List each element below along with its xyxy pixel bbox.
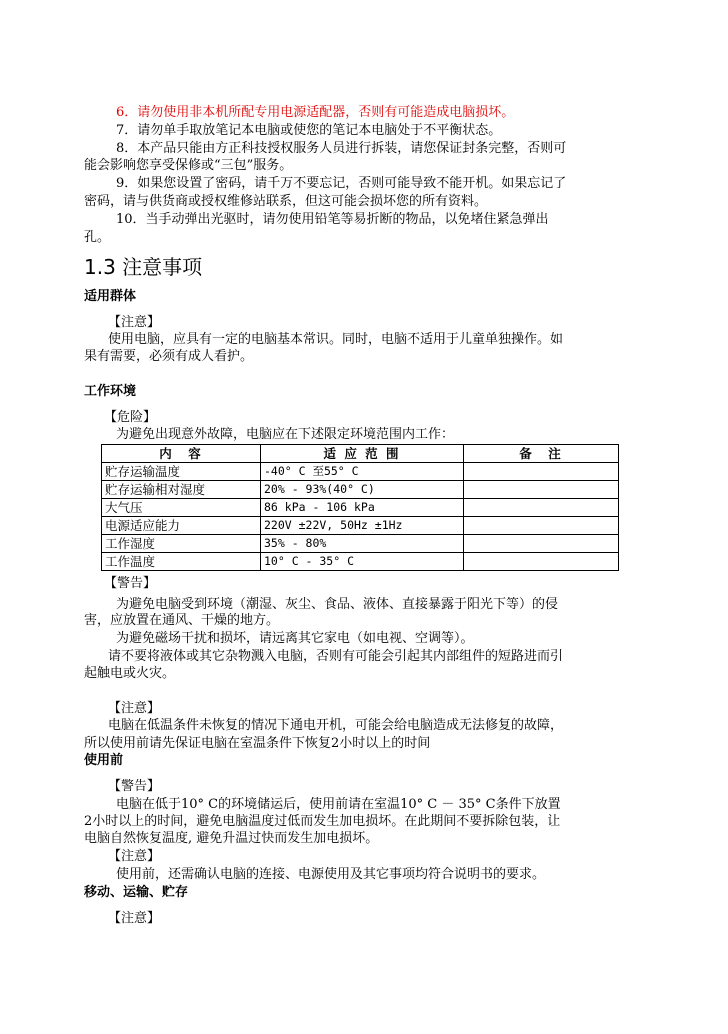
warning-item-9: 9．如果您设置了密码，请千万不要忘记，否则可能导致不能开机。如果忘记了 <box>116 176 567 191</box>
table-header: 适 应 范 围 <box>261 445 464 463</box>
table-cell <box>464 517 619 535</box>
warning-item-8-cont: 能会影响您享受保修或“三包”服务。 <box>84 158 293 173</box>
table-cell: 工作湿度 <box>102 535 261 553</box>
table-cell: 大气压 <box>102 499 261 517</box>
before-use-note: 使用前，还需确认电脑的连接、电源使用及其它事项均符合说明书的要求。 <box>116 867 546 882</box>
warning-item-7: 7．请勿单手取放笔记本电脑或使您的笔记本电脑处于不平衡状态。 <box>116 123 502 138</box>
before-use-heading: 使用前 <box>84 753 124 768</box>
note-tag: 【注意】 <box>108 911 161 926</box>
environment-note-cont: 所以使用前请先保证电脑在室温条件下恢复2小时以上的时间 <box>84 736 431 751</box>
note-tag: 【注意】 <box>108 701 161 716</box>
table-cell: 工作温度 <box>102 553 261 571</box>
table-cell <box>464 463 619 481</box>
table-cell: 电源适应能力 <box>102 517 261 535</box>
applicable-text-cont: 果有需要，必须有成人看护。 <box>84 349 254 364</box>
table-cell <box>464 535 619 553</box>
table-row <box>102 499 619 517</box>
warning-tag: 【警告】 <box>108 779 161 794</box>
environment-warning-3: 请不要将液体或其它杂物溅入电脑，否则有可能会引起其内部组件的短路进而引 <box>108 649 564 664</box>
note-tag: 【注意】 <box>108 849 161 864</box>
table-cell: 35% - 80% <box>261 535 464 553</box>
warning-item-10-cont: 孔。 <box>84 230 111 245</box>
environment-intro: 为避免出现意外故障，电脑应在下述限定环境范围内工作： <box>116 427 455 442</box>
table-cell: 贮存运输温度 <box>102 463 261 481</box>
transport-heading: 移动、运输、贮存 <box>84 885 189 900</box>
note-tag: 【注意】 <box>108 315 161 330</box>
table-row <box>102 481 619 499</box>
table-cell: 贮存运输相对湿度 <box>102 481 261 499</box>
table-row <box>102 517 619 535</box>
table-row <box>102 535 619 553</box>
table-row <box>102 553 619 571</box>
environment-warning-1-cont: 害，应放置在通风、干燥的地方。 <box>84 613 280 628</box>
table-cell: 220V ±22V, 50Hz ±1Hz <box>261 517 464 535</box>
applicable-text: 使用电脑，应具有一定的电脑基本常识。同时，电脑不适用于儿童单独操作。如 <box>108 332 564 347</box>
section-title: 1.3 注意事项 <box>84 255 203 279</box>
table-header: 备 注 <box>464 445 619 463</box>
applicable-heading: 适用群体 <box>84 289 137 304</box>
before-use-warning-cont2: 电脑自然恢复温度, 避免升温过快而发生加电损坏。 <box>84 831 379 846</box>
table-header: 内 容 <box>102 445 261 463</box>
table-cell: -40° C 至55° C <box>261 463 464 481</box>
table-header-row <box>102 445 619 463</box>
environment-warning-2: 为避免磁场干扰和损坏，请远离其它家电（如电视、空调等）。 <box>116 631 474 646</box>
warning-item-8: 8．本产品只能由方正科技授权服务人员进行拆装，请您保证封条完整，否则可 <box>116 141 567 156</box>
before-use-warning: 电脑在低于10° C的环境储运后，使用前请在室温10° C － 35° C条件下放置 <box>116 797 561 812</box>
environment-heading: 工作环境 <box>84 384 137 399</box>
table-cell <box>464 499 619 517</box>
table-cell: 86 kPa - 106 kPa <box>261 499 464 517</box>
warning-item-9-cont: 密码，请与供货商或授权维修站联系，但这可能会损坏您的所有资料。 <box>84 194 488 209</box>
table-cell: 20% - 93%(40° C) <box>261 481 464 499</box>
table-cell <box>464 553 619 571</box>
warning-item-6: 6．请勿使用非本机所配专用电源适配器，否则有可能造成电脑损坏。 <box>116 105 515 120</box>
table-cell: 10° C - 35° C <box>261 553 464 571</box>
environment-note: 电脑在低温条件未恢复的情况下通电开机，可能会给电脑造成无法修复的故障， <box>108 718 564 733</box>
table-row <box>102 463 619 481</box>
warning-item-10: 10．当手动弹出光驱时，请勿使用铅笔等易折断的物品，以免堵住紧急弹出 <box>116 212 549 227</box>
table-cell <box>464 481 619 499</box>
before-use-warning-cont: 2小时以上的时间，避免电脑温度过低而发生加电损坏。在此期间不要拆除包装，让 <box>84 814 561 829</box>
environment-warning-3-cont: 起触电或火灾。 <box>84 666 176 681</box>
environment-warning-1: 为避免电脑受到环境（潮湿、灰尘、食品、液体、直接暴露于阳光下等）的侵 <box>116 597 559 612</box>
warning-tag: 【警告】 <box>104 576 157 591</box>
danger-tag: 【危险】 <box>104 410 157 425</box>
environment-table <box>101 444 619 571</box>
